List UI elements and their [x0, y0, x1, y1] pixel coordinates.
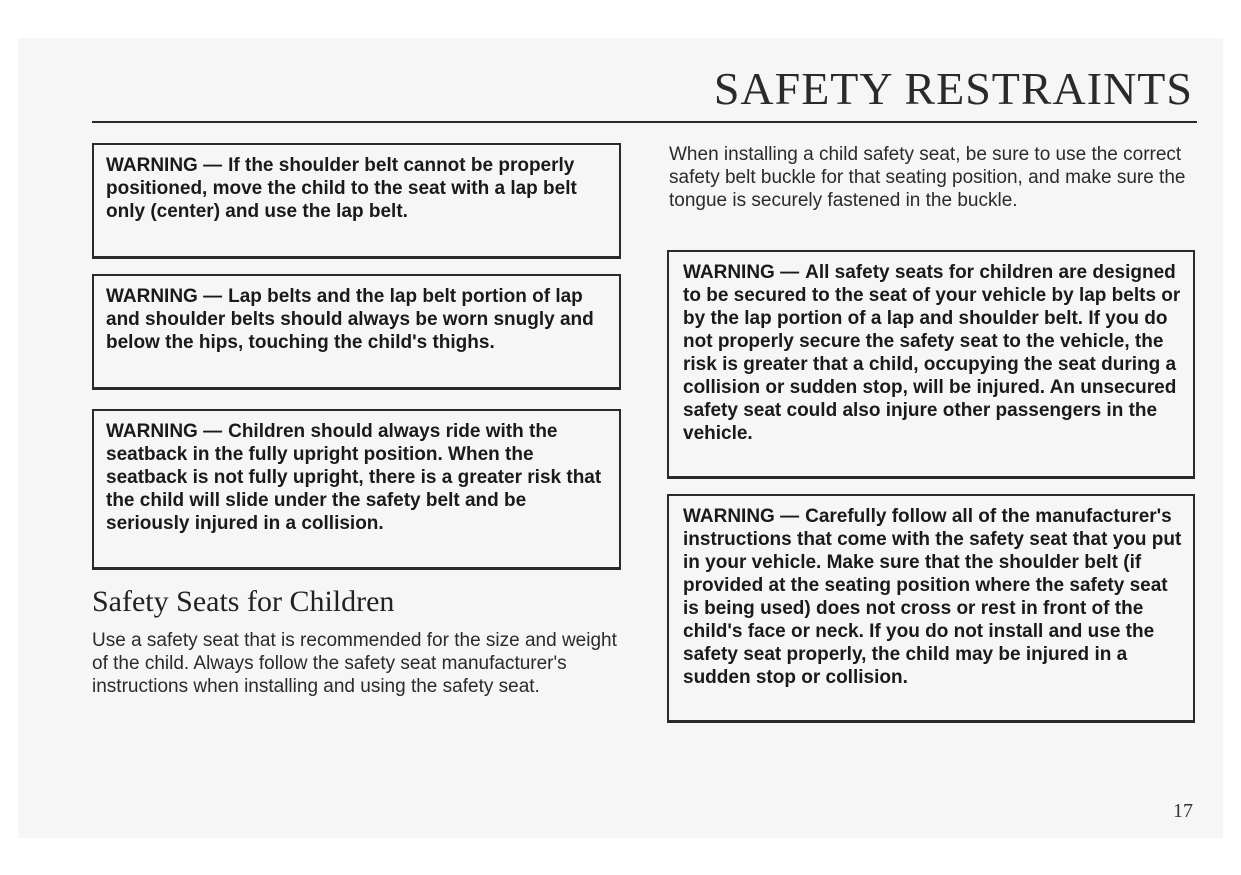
warning-box-manufacturer-instructions	[667, 494, 1195, 723]
warning-label: WARNING —	[683, 262, 800, 283]
warning-box-lap-belts	[92, 274, 621, 390]
warning-text: Children should always ride with the seatback in the fully upright position. When the seatback is not fully upright, there is a greater risk that the child will slide under the safety belt and be seriously injured in a collision.	[106, 421, 602, 534]
page-number: 17	[1173, 800, 1193, 822]
warning-box-seatback	[92, 409, 621, 570]
section-paragraph: Use a safety seat that is recommended for the size and weight of the child. Always follow the safety seat manufacturer's instructions when installing and using the safety seat.	[92, 630, 617, 697]
warning-box-securing-seat	[667, 250, 1195, 479]
warning-text: Carefully follow all of the manufacturer's instructions that come with the safety seat that you put in your vehicle. Make sure that the shoulder belt (if provided at the seating position where the safety seat is being used) does not cross or rest in front of the child's face or neck. If you do not install and use the safety seat properly, the child may be injured in a sudden stop or collision.	[683, 506, 1182, 688]
warning-text: If the shoulder belt cannot be properly positioned, move the child to the seat with a lap belt only (center) and use the lap belt.	[106, 155, 577, 222]
warning-label: WARNING —	[683, 506, 800, 527]
header-divider	[92, 121, 1197, 123]
warning-text: Lap belts and the lap belt portion of lap and shoulder belts should always be worn snugly and below the hips, touching the child's thighs.	[106, 286, 594, 353]
section-heading: Safety Seats for Children	[92, 585, 395, 618]
warning-label: WARNING —	[106, 286, 223, 307]
warning-box-shoulder-belt	[92, 143, 621, 259]
installation-paragraph: When installing a child safety seat, be sure to use the correct safety belt buckle for that seating position, and make sure the tongue is securely fastened in the buckle.	[669, 144, 1186, 211]
page-title: SAFETY RESTRAINTS	[713, 63, 1193, 114]
warning-label: WARNING —	[106, 421, 223, 442]
warning-label: WARNING —	[106, 155, 223, 176]
warning-text: All safety seats for children are designed to be secured to the seat of your vehicle by lap belts or by the lap portion of a lap and shoulder belt. If you do not properly secure the safety seat to the vehicle, the risk is greater that a child, occupying the seat during a collision or sudden stop, will be injured. An unsecured safety seat could also injure other passengers in the vehicle.	[683, 262, 1181, 444]
